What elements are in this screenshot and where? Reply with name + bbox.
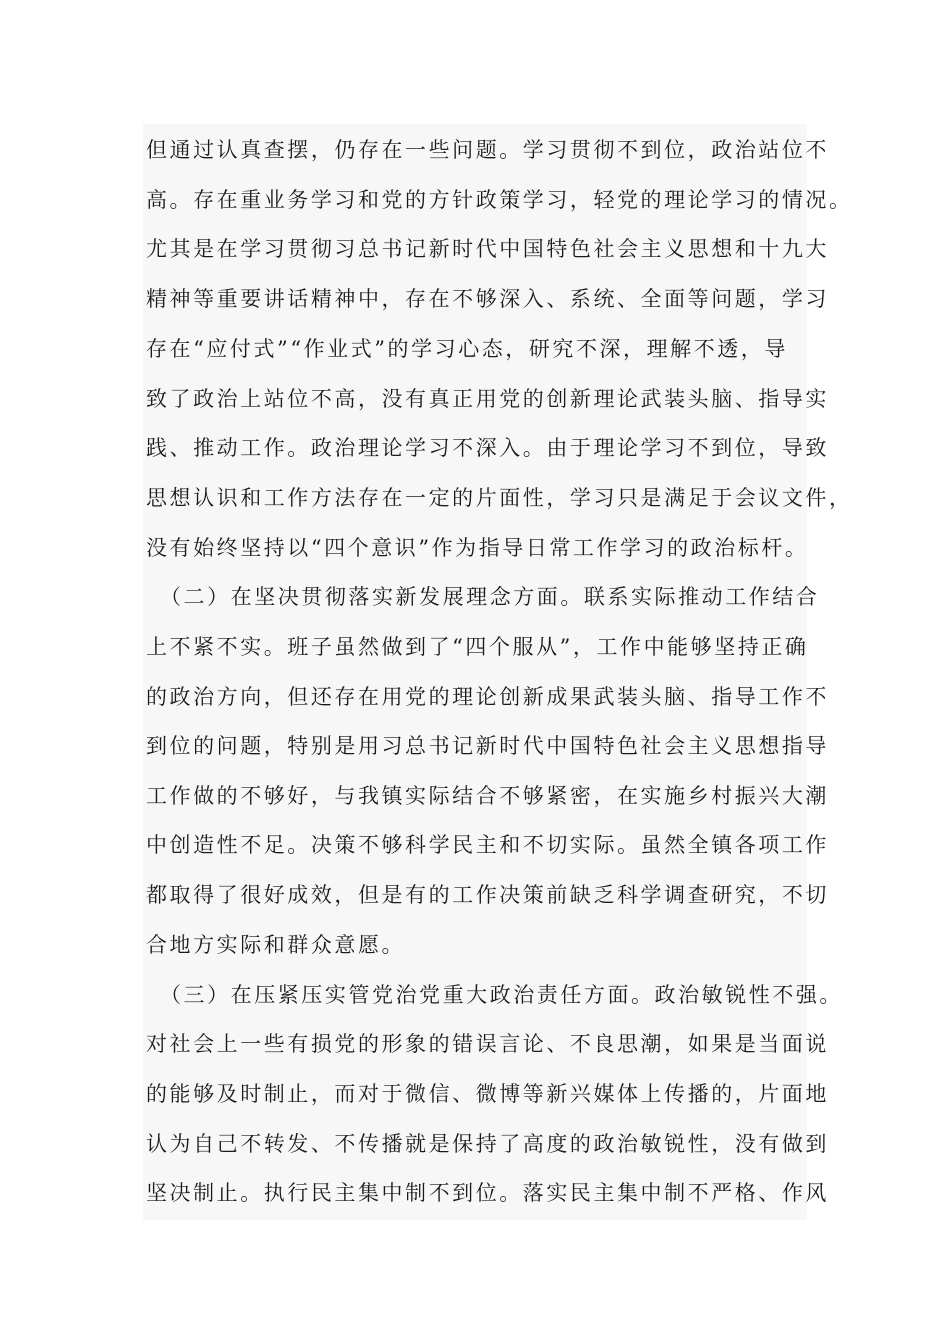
paragraph-line: 对社会上一些有损党的形象的错误言论、不良思潮，如果是当面说 <box>146 1032 829 1056</box>
paragraph-line: 尤其是在学习贯彻习总书记新时代中国特色社会主义思想和十九大 <box>146 237 829 261</box>
paragraph-line: 上不紧不实。班子虽然做到了“四个服从”，工作中能够坚持正确 <box>146 635 809 659</box>
paragraph-line: 的政治方向，但还存在用党的理论创新成果武装头脑、指导工作不 <box>146 685 829 709</box>
paragraph-start-line: （二）在坚决贯彻落实新发展理念方面。联系实际推动工作结合 <box>160 585 820 609</box>
paragraph-line: 坚决制止。执行民主集中制不到位。落实民主集中制不严格、作风 <box>146 1181 829 1205</box>
paragraph-line: 合地方实际和群众意愿。 <box>146 933 406 957</box>
paragraph-line: 工作做的不够好，与我镇实际结合不够紧密，在实施乡村振兴大潮 <box>146 784 829 808</box>
paragraph-line: 践、推动工作。政治理论学习不深入。由于理论学习不到位，导致 <box>146 436 829 460</box>
paragraph-line: 都取得了很好成效，但是有的工作决策前缺乏科学调查研究，不切 <box>146 883 829 907</box>
paragraph-start-line: （三）在压紧压实管党治党重大政治责任方面。政治敏锐性不强。 <box>160 983 843 1007</box>
paragraph-line: 到位的问题，特别是用习总书记新时代中国特色社会主义思想指导 <box>146 734 829 758</box>
paragraph-line: 没有始终坚持以“四个意识”作为指导日常工作学习的政治标杆。 <box>146 536 809 560</box>
paragraph-line: 认为自己不转发、不传播就是保持了高度的政治敏锐性，没有做到 <box>146 1132 829 1156</box>
paragraph-line: 精神等重要讲话精神中，存在不够深入、系统、全面等问题，学习 <box>146 287 829 311</box>
paragraph-line: 但通过认真查摆，仍存在一些问题。学习贯彻不到位，政治站位不 <box>146 138 829 162</box>
paragraph-line: 中创造性不足。决策不够科学民主和不切实际。虽然全镇各项工作 <box>146 833 829 857</box>
paragraph-line: 的能够及时制止，而对于微信、微博等新兴媒体上传播的，片面地 <box>146 1082 829 1106</box>
paragraph-line: 致了政治上站位不高，没有真正用党的创新理论武装头脑、指导实 <box>146 387 829 411</box>
paragraph-line: 存在“应付式”“作业式”的学习心态，研究不深，理解不透，导 <box>146 337 788 361</box>
paragraph-line: 思想认识和工作方法存在一定的片面性，学习只是满足于会议文件， <box>146 486 853 510</box>
paragraph-line: 高。存在重业务学习和党的方针政策学习，轻党的理论学习的情况。 <box>146 188 853 212</box>
